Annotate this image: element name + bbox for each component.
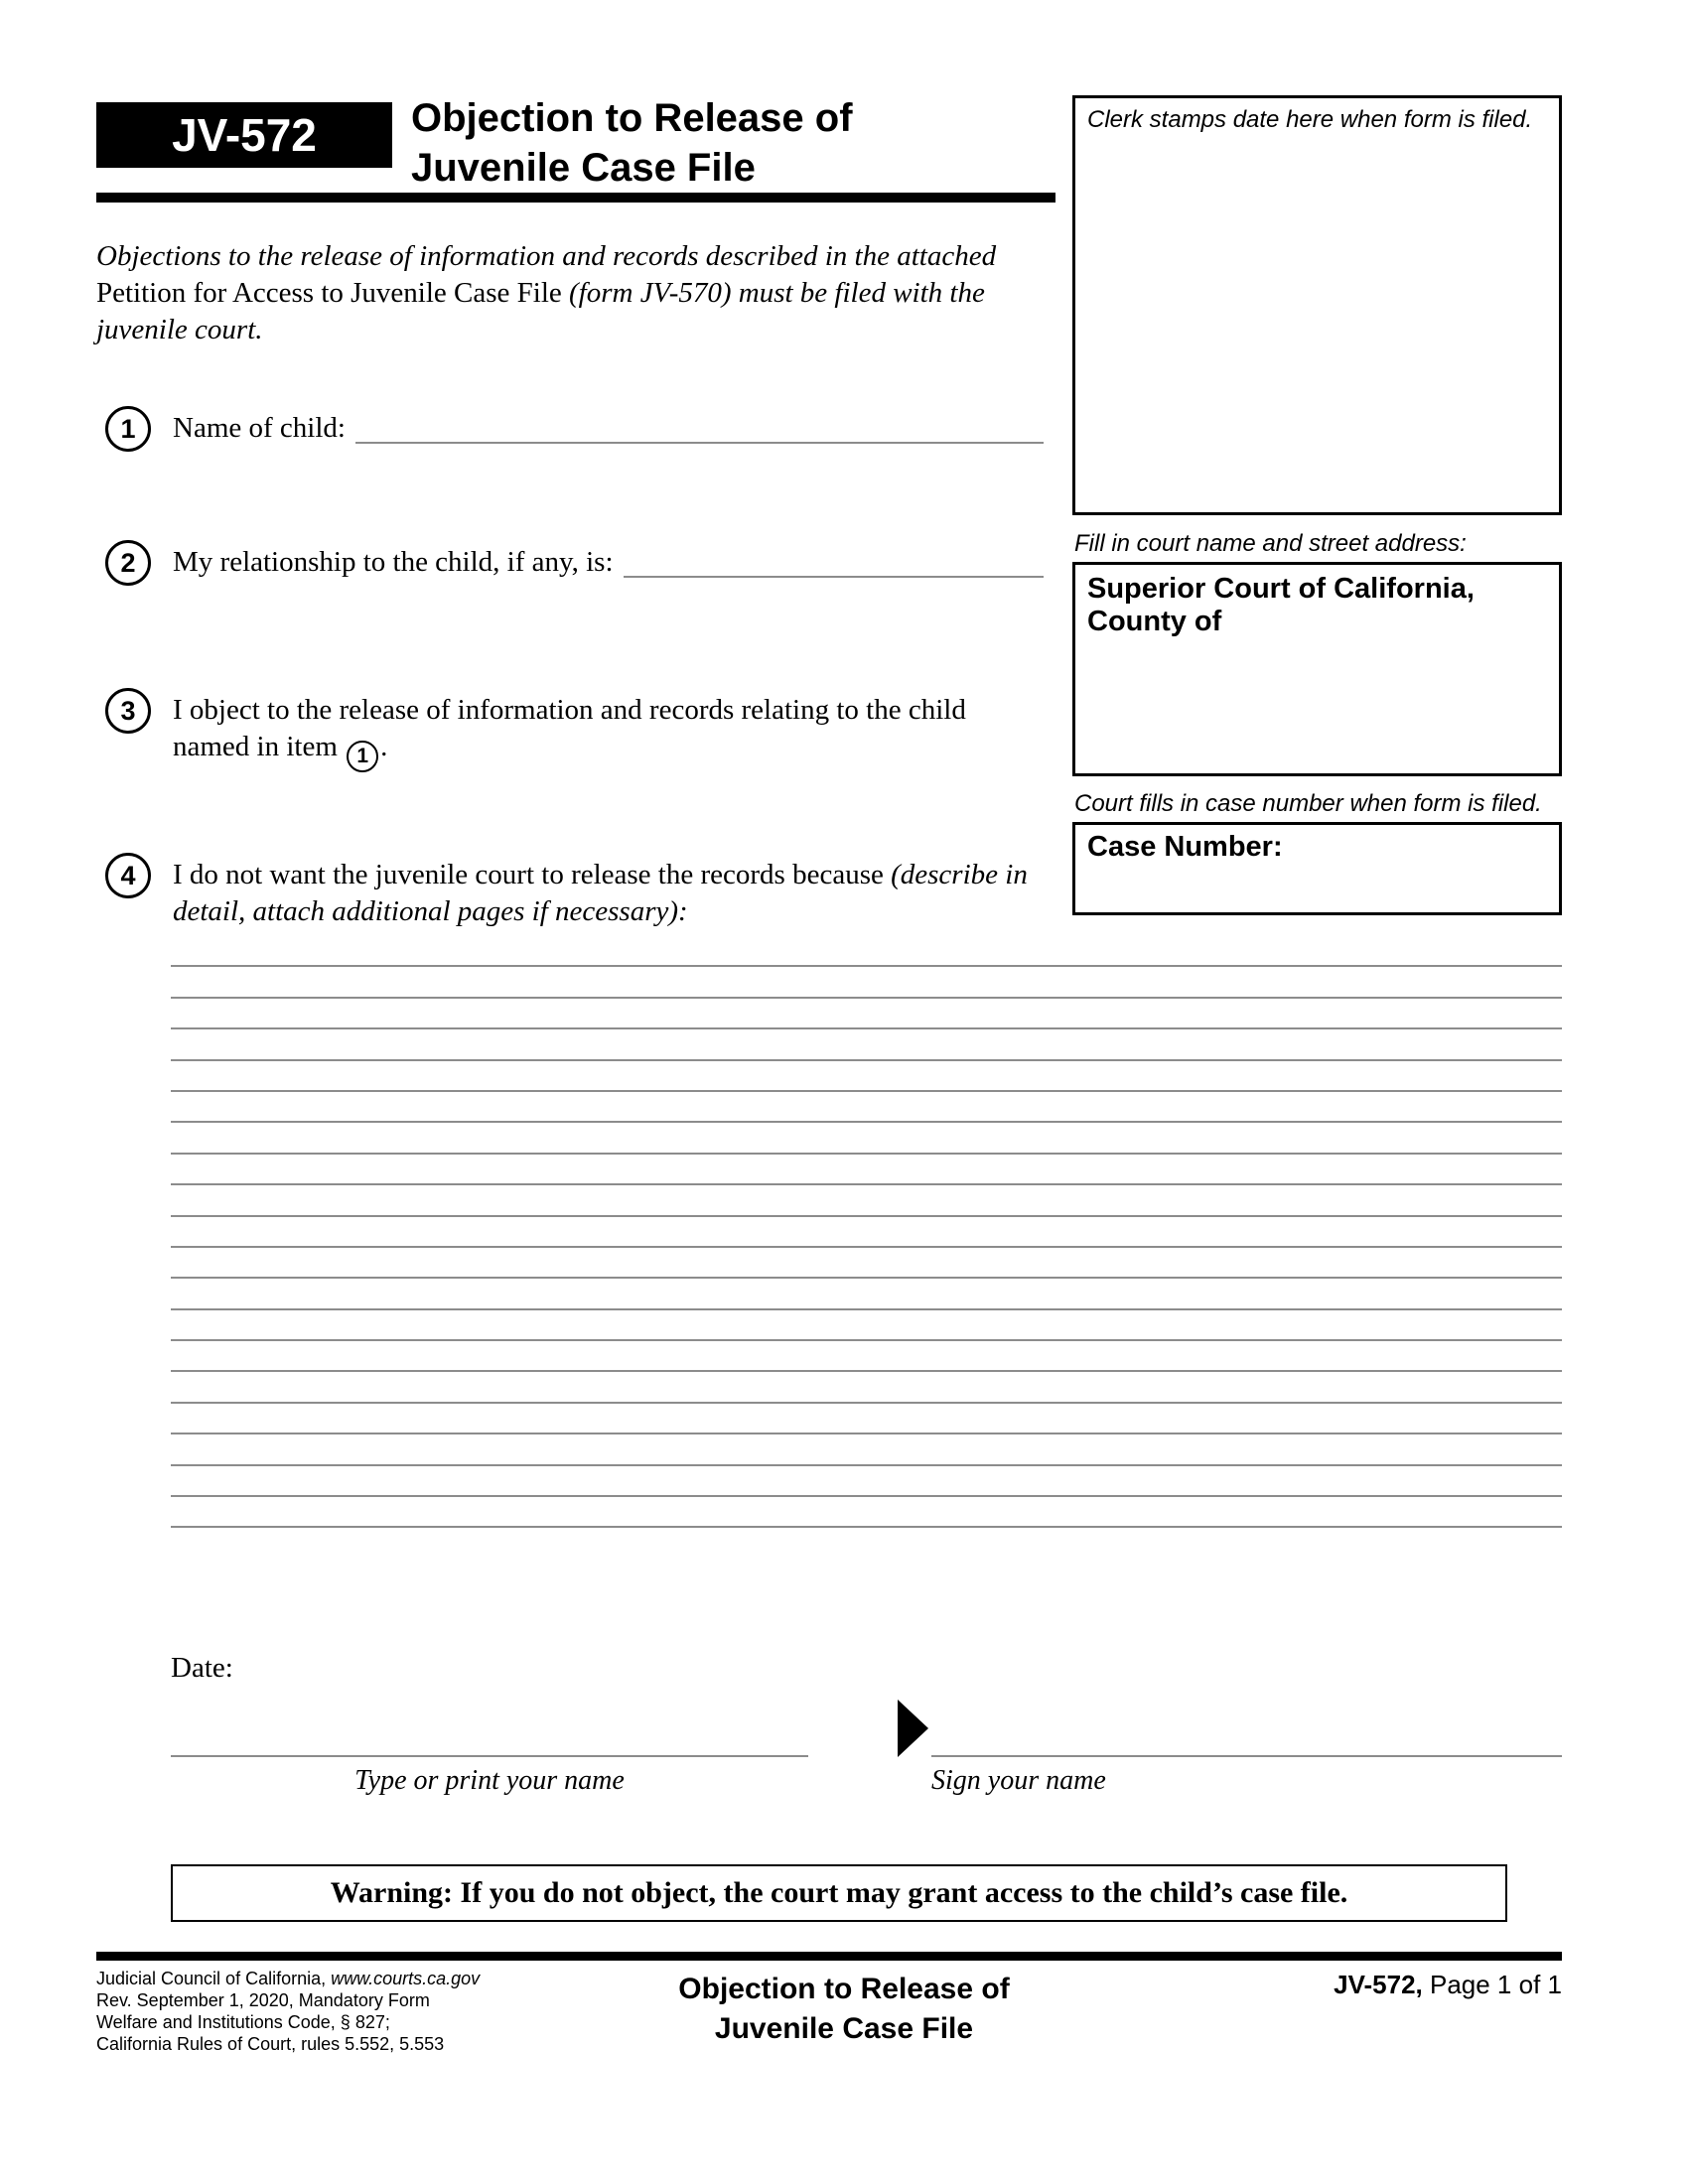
footer-page-number: Page 1 of 1 xyxy=(1422,1970,1562,1999)
item-4-number-circle xyxy=(105,853,151,898)
case-number-caption: Court fills in case number when form is filed. xyxy=(1074,790,1542,817)
title-rule xyxy=(96,193,1055,203)
response-line[interactable] xyxy=(171,1372,1562,1403)
court-address-caption: Fill in court name and street address: xyxy=(1074,530,1467,557)
footer-form-title-line2: Juvenile Case File xyxy=(714,2012,974,2045)
response-line[interactable] xyxy=(171,1404,1562,1434)
response-line[interactable] xyxy=(171,1061,1562,1092)
item-3-text-end: . xyxy=(380,731,388,762)
response-line[interactable] xyxy=(171,1092,1562,1123)
item-1 xyxy=(105,406,1044,452)
footer-form-title-line1: Objection to Release of xyxy=(678,1973,1010,2005)
form-title-line1: Objection to Release of xyxy=(411,96,853,140)
response-line[interactable] xyxy=(171,1434,1562,1465)
response-line[interactable] xyxy=(171,1341,1562,1372)
warning-box xyxy=(171,1864,1507,1922)
item-4-body xyxy=(173,853,1052,930)
clerk-stamp-box xyxy=(1072,95,1562,515)
item-1-reference-circle xyxy=(347,741,378,772)
form-title xyxy=(411,93,853,193)
item-4-number: 4 xyxy=(120,860,136,890)
item-3 xyxy=(105,688,1049,772)
court-name: Superior Court of California, County of xyxy=(1087,573,1475,637)
case-number-label: Case Number: xyxy=(1087,831,1283,863)
response-line[interactable] xyxy=(171,999,1562,1029)
footer-page-label xyxy=(1334,1970,1562,2000)
response-line[interactable] xyxy=(171,967,1562,998)
item-1-label: Name of child: xyxy=(173,412,346,444)
sign-name-caption: Sign your name xyxy=(931,1765,1106,1796)
footer-credit-line1 xyxy=(96,1968,480,1989)
print-name-caption: Type or print your name xyxy=(354,1765,625,1796)
name-of-child-field[interactable] xyxy=(355,410,1044,444)
response-line[interactable] xyxy=(171,1217,1562,1248)
item-3-body xyxy=(173,688,1047,772)
footer-credit-line4: California Rules of Court, rules 5.552, 5.553 xyxy=(96,2034,445,2054)
item-1-reference-number: 1 xyxy=(356,745,368,767)
signature-arrow-icon xyxy=(898,1700,928,1757)
response-line[interactable] xyxy=(171,1029,1562,1060)
footer-form-title xyxy=(571,1970,1117,2049)
form-title-line2: Juvenile Case File xyxy=(411,146,756,190)
response-line[interactable] xyxy=(171,1155,1562,1185)
response-line[interactable] xyxy=(171,1497,1562,1528)
signature-field[interactable] xyxy=(931,1706,1562,1757)
item-1-body xyxy=(173,406,1044,447)
response-line[interactable] xyxy=(171,1279,1562,1309)
intro-italic-2: (form JV-570) must be filed with the juvenile court. xyxy=(96,277,985,345)
item-2 xyxy=(105,540,1044,586)
clerk-stamp-caption: Clerk stamps date here when form is filed. xyxy=(1087,106,1533,133)
item-2-number: 2 xyxy=(120,547,136,578)
warning-text: Warning: If you do not object, the court may grant access to the child’s case file. xyxy=(330,1876,1348,1909)
item-4 xyxy=(105,853,1058,930)
intro-form-reference: Petition for Access to Juvenile Case File xyxy=(96,277,570,309)
response-lines[interactable] xyxy=(171,936,1562,1528)
footer-credit-line3: Welfare and Institutions Code, § 827; xyxy=(96,2012,390,2032)
item-2-number-circle xyxy=(105,540,151,586)
court-name-box[interactable] xyxy=(1072,562,1562,776)
item-3-text: I object to the release of information and records relating to the child named in item xyxy=(173,694,966,762)
footer-rule xyxy=(96,1952,1562,1961)
item-2-label: My relationship to the child, if any, is: xyxy=(173,546,614,578)
item-4-text: I do not want the juvenile court to release the records because xyxy=(173,859,892,890)
item-1-number: 1 xyxy=(120,413,136,444)
response-line[interactable] xyxy=(171,1185,1562,1216)
item-3-number: 3 xyxy=(120,695,136,726)
print-name-field[interactable] xyxy=(171,1706,808,1757)
case-number-box[interactable] xyxy=(1072,822,1562,915)
footer-credit-line2: Rev. September 1, 2020, Mandatory Form xyxy=(96,1990,430,2010)
footer-agency: Judicial Council of California, xyxy=(96,1969,332,1988)
item-2-body xyxy=(173,540,1044,581)
response-line[interactable] xyxy=(171,1310,1562,1341)
response-line[interactable] xyxy=(171,936,1562,967)
footer-website: www.courts.ca.gov xyxy=(331,1969,481,1988)
footer-credits xyxy=(96,1968,480,2055)
relationship-field[interactable] xyxy=(624,544,1044,578)
item-1-number-circle xyxy=(105,406,151,452)
response-line[interactable] xyxy=(171,1466,1562,1497)
form-number: JV-572 xyxy=(172,109,317,161)
response-line[interactable] xyxy=(171,1248,1562,1279)
form-number-badge xyxy=(96,102,392,168)
intro-paragraph xyxy=(96,238,1040,348)
item-4-instruction: (describe in detail, attach additional pages if necessary): xyxy=(173,859,1028,927)
item-3-number-circle xyxy=(105,688,151,734)
footer-form-number: JV-572, xyxy=(1334,1970,1423,1999)
date-label: Date: xyxy=(171,1652,233,1684)
intro-italic-1: Objections to the release of information and records described in the attached xyxy=(96,240,997,272)
response-line[interactable] xyxy=(171,1123,1562,1154)
